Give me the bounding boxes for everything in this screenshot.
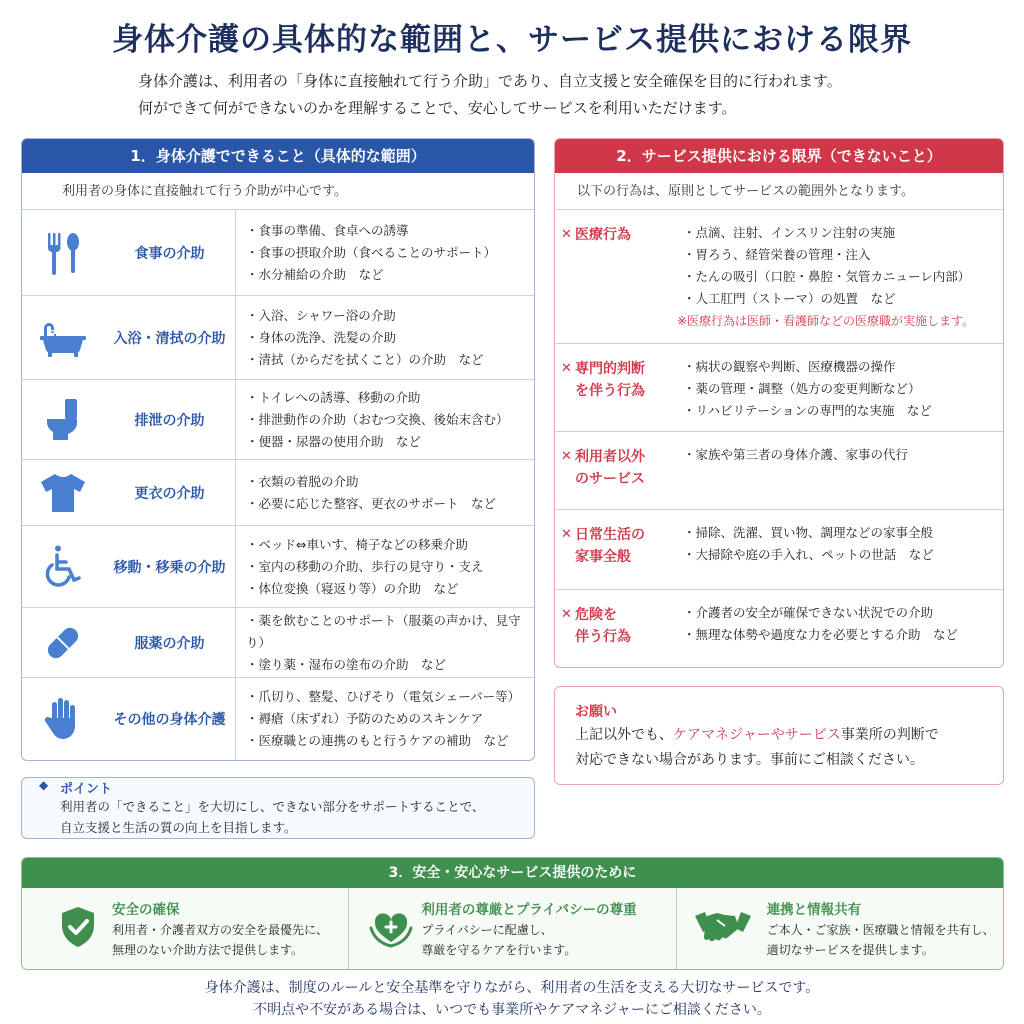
limit-note: ※医療行為は医師・看護師などの医療職が実施します。 <box>677 314 975 328</box>
can-do-panel <box>21 138 535 761</box>
request-title: お願い <box>575 704 617 720</box>
limit-name <box>575 224 631 343</box>
intro-line: 身体介護は、利用者の「身体に直接触れて行う介助」であり、自立支援と安全確保を目的に行われます。 <box>138 72 842 90</box>
point-line: 利用者の「できること」を大切にし、できない部分をサポートすることで、 <box>60 799 485 814</box>
safety-title: 安全の確保 <box>112 902 180 918</box>
safety-text <box>112 920 328 960</box>
limit-items <box>677 210 1003 343</box>
safety-title: 利用者の尊厳とプライバシーの尊重 <box>421 902 637 918</box>
point-text <box>60 796 484 838</box>
heart-hands-icon <box>369 906 413 948</box>
fork-spoon-icon <box>22 210 104 295</box>
list-item: ・爪切り、整髪、ひげそり（電気シェーバー等） <box>246 689 521 704</box>
list-item: ・ベッド⇔車いす、椅子などの移乗介助 <box>246 536 468 552</box>
hand-icon <box>22 678 104 760</box>
cross-icon: ✕ <box>561 227 572 242</box>
footer-text <box>0 977 1024 1021</box>
list-item: ・医療職との連携のもと行うケアの補助 など <box>246 733 509 748</box>
category-row-toilet <box>22 380 534 460</box>
safety-line: 尊厳を守るケアを行います。 <box>421 943 577 957</box>
limit-row-medical <box>555 210 1003 344</box>
limit-row-expert <box>555 344 1003 432</box>
shield-check-icon <box>60 906 96 948</box>
list-item: ・清拭（からだを拭くこと）の介助 など <box>246 351 484 367</box>
list-item: ・水分補給の介助 など <box>246 266 384 282</box>
category-name: 服薬の介助 <box>104 608 236 677</box>
safety-line: 利用者・介護者双方の安全を最優先に、 <box>112 923 329 937</box>
list-item: ・介護者の安全が確保できない状況での介助 <box>683 605 934 620</box>
can-do-subtitle: 利用者の身体に直接触れて行う介助が中心です。 <box>22 173 534 210</box>
bathtub-icon <box>22 296 104 379</box>
limit-name-line: 医療行為 <box>575 227 631 243</box>
list-item: ・病状の観察や判断、医療機器の操作 <box>683 359 896 374</box>
category-name: 更衣の介助 <box>104 460 236 525</box>
cannot-do-heading: 2．サービス提供における限界（できないこと） <box>555 139 1003 173</box>
category-items <box>236 210 534 295</box>
handshake-icon <box>693 906 753 946</box>
limit-name <box>575 604 631 668</box>
category-row-dressing <box>22 460 534 526</box>
safety-title: 連携と情報共有 <box>766 902 862 918</box>
cross-icon: ✕ <box>561 361 572 376</box>
point-box <box>21 777 535 839</box>
limit-items <box>683 590 1003 668</box>
limit-items <box>683 510 1003 589</box>
list-item: ・入浴、シャワー浴の介助 <box>246 307 396 323</box>
limit-name-line: 伴う行為 <box>575 629 631 645</box>
request-line: 対応できない場合があります。事前にご相談ください。 <box>575 752 924 768</box>
list-item: ・便器・尿器の使用介助 など <box>246 433 422 449</box>
list-item: ・薬の管理・調整（処方の変更判断など） <box>683 381 921 396</box>
category-items <box>236 296 534 379</box>
limit-items <box>683 432 1003 509</box>
pill-icon <box>22 608 104 677</box>
category-name: 移動・移乗の介助 <box>104 526 236 607</box>
list-item: ・体位変換（寝返り等）の介助 など <box>246 580 459 596</box>
request-line <box>575 723 939 748</box>
list-item: ・塗り薬・湿布の塗布の介助 など <box>246 656 447 672</box>
wheelchair-icon <box>22 526 104 607</box>
list-item: ・掃除、洗濯、買い物、調理などの家事全般 <box>683 525 934 540</box>
request-highlight: ケアマネジャーやサービス <box>673 727 841 743</box>
category-row-meal <box>22 210 534 296</box>
list-item: ・身体の洗浄、洗髪の介助 <box>246 329 397 345</box>
request-box <box>554 686 1004 785</box>
intro-line: 何ができて何ができないのかを理解することで、安心してサービスを利用いただけます。 <box>138 99 737 117</box>
category-name: 入浴・清拭の介助 <box>104 296 236 379</box>
category-name: その他の身体介護 <box>104 678 236 760</box>
list-item: ・無理な体勢や過度な力を必要とする介助 など <box>683 627 959 642</box>
limit-name <box>575 524 645 589</box>
list-item: ・褥瘡（床ずれ）予防のためのスキンケア <box>246 711 484 726</box>
limit-items <box>683 344 1003 431</box>
limit-name-line: 家事全般 <box>575 549 631 565</box>
category-items <box>236 678 534 760</box>
safety-col-safety <box>22 888 349 970</box>
list-item: ・室内の移動の介助、歩行の見守り・支え <box>246 558 484 574</box>
category-name: 排泄の介助 <box>104 380 236 459</box>
request-text <box>575 723 939 773</box>
limit-name <box>575 358 645 431</box>
limit-name-line: を伴う行為 <box>575 383 645 399</box>
safety-text <box>767 920 995 960</box>
safety-body <box>22 888 1003 970</box>
list-item: ・衣類の着脱の介助 <box>246 473 359 489</box>
list-item: ・食事の準備、食卓への誘導 <box>246 222 409 238</box>
limit-row-danger <box>555 590 1003 668</box>
toilet-icon <box>22 380 104 459</box>
footer-line: 身体介護は、制度のルールと安全基準を守りながら、利用者の生活を支える大切なサービスです。 <box>204 980 820 996</box>
limit-row-housework <box>555 510 1003 590</box>
cross-icon: ✕ <box>561 449 572 464</box>
limit-name-line: 日常生活の <box>575 527 645 543</box>
point-title: ポイント <box>60 782 113 797</box>
list-item: ・点滴、注射、インスリン注射の実施 <box>683 225 896 240</box>
list-item: ・胃ろう、経管栄養の管理・注入 <box>683 247 871 262</box>
category-items <box>236 526 534 607</box>
safety-line: 適切なサービスを提供します。 <box>766 943 934 957</box>
limit-name-line: 専門的判断 <box>575 361 645 377</box>
cannot-do-subtitle: 以下の行為は、原則としてサービスの範囲外となります。 <box>555 173 1003 210</box>
page-title: 身体介護の具体的な範囲と、サービス提供における限界 <box>112 22 912 58</box>
limit-row-others <box>555 432 1003 510</box>
list-item: ・家族や第三者の身体介護、家事の代行 <box>683 447 909 462</box>
category-items <box>236 608 534 677</box>
diamond-icon: ◆ <box>39 778 49 792</box>
category-row-other <box>22 678 534 760</box>
list-item: ・薬を飲むことのサポート（服薬の声かけ、見守り） <box>246 612 521 650</box>
cross-icon: ✕ <box>561 607 572 622</box>
list-item: ・人工肛門（ストーマ）の処置 など <box>683 291 896 306</box>
list-item: ・大掃除や庭の手入れ、ペットの世話 など <box>683 547 934 562</box>
limit-name <box>575 446 645 509</box>
point-line: 自立支援と生活の質の向上を目指します。 <box>60 820 297 835</box>
can-do-heading: 1．身体介護でできること（具体的な範囲） <box>22 139 534 173</box>
list-item: ・必要に応じた整容、更衣のサポート など <box>246 495 497 511</box>
limit-name-line: 危険を <box>575 607 617 623</box>
footer-line: 不明点や不安がある場合は、いつでも事業所やケアマネジャーにご相談ください。 <box>253 1002 771 1018</box>
safety-text <box>421 920 576 960</box>
safety-panel <box>21 857 1004 970</box>
intro-text <box>138 68 998 122</box>
limit-name-line: 利用者以外 <box>575 449 645 465</box>
safety-heading: 3．安全・安心なサービス提供のために <box>22 858 1003 888</box>
cross-icon: ✕ <box>561 527 572 542</box>
category-row-medication <box>22 608 534 678</box>
safety-line: ご本人・ご家族・医療職と情報を共有し、 <box>766 923 995 937</box>
category-name: 食事の介助 <box>104 210 236 295</box>
shirt-icon <box>22 460 104 525</box>
limit-name-line: のサービス <box>575 471 645 487</box>
safety-line: 無理のない介助方法で提供します。 <box>112 943 304 957</box>
category-items <box>236 460 534 525</box>
request-line-part: 上記以外でも、 <box>575 727 673 743</box>
cannot-do-panel <box>554 138 1004 668</box>
category-items <box>236 380 534 459</box>
category-row-transfer <box>22 526 534 608</box>
list-item: ・排泄動作の介助（おむつ交換、後始末含む） <box>246 411 509 427</box>
list-item: ・トイレへの誘導、移動の介助 <box>246 389 421 405</box>
list-item: ・たんの吸引（口腔・鼻腔・気管カニューレ内部） <box>683 269 971 284</box>
list-item: ・リハビリテーションの専門的な実施 など <box>683 403 932 418</box>
safety-line: プライバシーに配慮し、 <box>421 923 553 937</box>
category-row-bath <box>22 296 534 380</box>
list-item: ・食事の摂取介助（食べることのサポート） <box>246 244 497 260</box>
safety-col-dignity <box>349 888 676 970</box>
safety-col-cooperation <box>677 888 1003 970</box>
request-line-part: 事業所の判断で <box>840 727 939 743</box>
